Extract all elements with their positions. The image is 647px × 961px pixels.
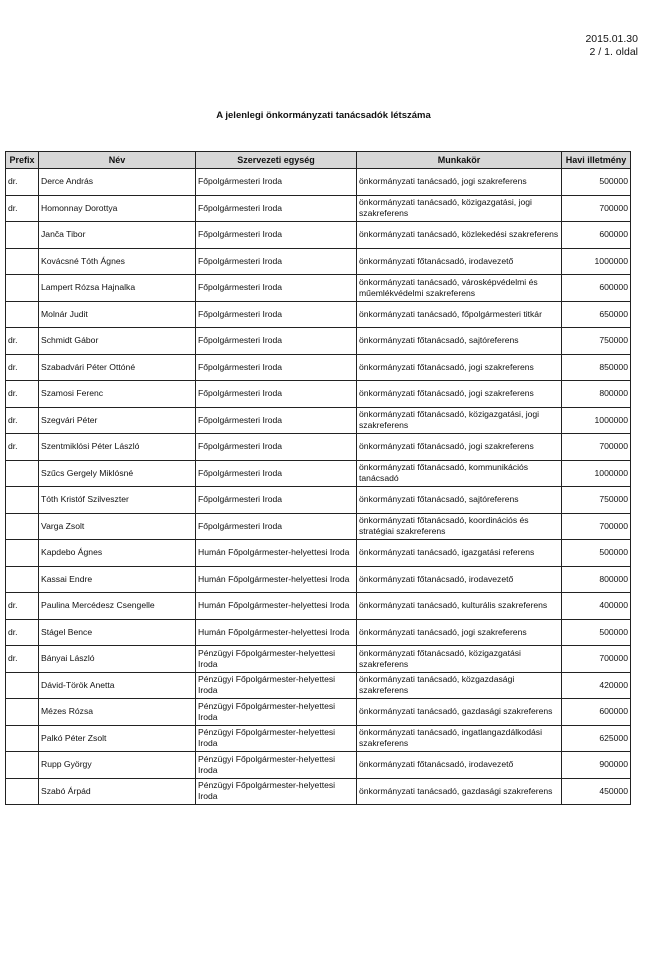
prefix-cell [6, 566, 39, 593]
salary-cell: 900000 [562, 752, 631, 779]
name-cell: Szabadvári Péter Ottóné [39, 354, 196, 381]
role-cell: önkormányzati tanácsadó, városképvédelmi és műemlékvédelmi szakreferens [357, 275, 562, 302]
name-cell: Janča Tibor [39, 222, 196, 249]
unit-cell: Főpolgármesteri Iroda [196, 407, 357, 434]
role-cell: önkormányzati tanácsadó, igazgatási referens [357, 540, 562, 567]
salary-cell: 750000 [562, 328, 631, 355]
table-row [6, 725, 631, 752]
salary-cell: 420000 [562, 672, 631, 699]
document-date: 2015.01.30 [585, 33, 638, 45]
table-row [6, 301, 631, 328]
unit-cell: Főpolgármesteri Iroda [196, 513, 357, 540]
unit-cell: Főpolgármesteri Iroda [196, 328, 357, 355]
role-cell: önkormányzati tanácsadó, jogi szakreferens [357, 169, 562, 196]
table-row [6, 646, 631, 673]
role-cell: önkormányzati főtanácsadó, sajtóreferens [357, 487, 562, 514]
name-cell: Szűcs Gergely Miklósné [39, 460, 196, 487]
name-cell: Kapdebo Ágnes [39, 540, 196, 567]
prefix-cell: dr. [6, 381, 39, 408]
name-cell: Kovácsné Tóth Ágnes [39, 248, 196, 275]
role-cell: önkormányzati tanácsadó, jogi szakreferens [357, 619, 562, 646]
unit-cell: Humán Főpolgármester-helyettesi Iroda [196, 593, 357, 620]
unit-cell: Főpolgármesteri Iroda [196, 381, 357, 408]
unit-cell: Főpolgármesteri Iroda [196, 275, 357, 302]
table-row [6, 487, 631, 514]
name-cell: Stágel Bence [39, 619, 196, 646]
salary-cell: 400000 [562, 593, 631, 620]
prefix-cell [6, 699, 39, 726]
name-cell: Tóth Kristóf Szilveszter [39, 487, 196, 514]
column-header-unit: Szervezeti egység [196, 152, 357, 169]
role-cell: önkormányzati főtanácsadó, irodavezető [357, 248, 562, 275]
prefix-cell [6, 540, 39, 567]
name-cell: Szentmiklósi Péter László [39, 434, 196, 461]
salary-cell: 700000 [562, 195, 631, 222]
role-cell: önkormányzati főtanácsadó, jogi szakreferens [357, 434, 562, 461]
table-row [6, 354, 631, 381]
salary-cell: 600000 [562, 275, 631, 302]
role-cell: önkormányzati főtanácsadó, jogi szakreferens [357, 354, 562, 381]
role-cell: önkormányzati tanácsadó, ingatlangazdálkodási szakreferens [357, 725, 562, 752]
unit-cell: Főpolgármesteri Iroda [196, 354, 357, 381]
salary-cell: 700000 [562, 513, 631, 540]
table-row [6, 672, 631, 699]
prefix-cell [6, 778, 39, 805]
advisors-table [5, 151, 631, 805]
salary-cell: 700000 [562, 434, 631, 461]
name-cell: Bányai László [39, 646, 196, 673]
prefix-cell: dr. [6, 646, 39, 673]
name-cell: Molnár Judit [39, 301, 196, 328]
table-row [6, 381, 631, 408]
table-row [6, 169, 631, 196]
table-row [6, 275, 631, 302]
prefix-cell [6, 725, 39, 752]
prefix-cell: dr. [6, 354, 39, 381]
table-row [6, 195, 631, 222]
role-cell: önkormányzati tanácsadó, közgazdasági szakreferens [357, 672, 562, 699]
table-header-row [6, 152, 631, 169]
salary-cell: 1000000 [562, 460, 631, 487]
role-cell: önkormányzati főtanácsadó, sajtóreferens [357, 328, 562, 355]
unit-cell: Pénzügyi Főpolgármester-helyettesi Iroda [196, 725, 357, 752]
unit-cell: Főpolgármesteri Iroda [196, 248, 357, 275]
page-header [585, 33, 638, 59]
column-header-name: Név [39, 152, 196, 169]
unit-cell: Humán Főpolgármester-helyettesi Iroda [196, 566, 357, 593]
salary-cell: 600000 [562, 222, 631, 249]
prefix-cell: dr. [6, 593, 39, 620]
table-row [6, 460, 631, 487]
role-cell: önkormányzati tanácsadó, gazdasági szakreferens [357, 778, 562, 805]
unit-cell: Pénzügyi Főpolgármester-helyettesi Iroda [196, 752, 357, 779]
salary-cell: 1000000 [562, 248, 631, 275]
salary-cell: 1000000 [562, 407, 631, 434]
salary-cell: 500000 [562, 619, 631, 646]
name-cell: Szamosi Ferenc [39, 381, 196, 408]
name-cell: Derce András [39, 169, 196, 196]
name-cell: Paulina Mercédesz Csengelle [39, 593, 196, 620]
unit-cell: Főpolgármesteri Iroda [196, 195, 357, 222]
prefix-cell: dr. [6, 619, 39, 646]
name-cell: Szegvári Péter [39, 407, 196, 434]
prefix-cell [6, 752, 39, 779]
salary-cell: 750000 [562, 487, 631, 514]
name-cell: Dávid-Török Anetta [39, 672, 196, 699]
role-cell: önkormányzati főtanácsadó, koordinációs és stratégiai szakreferens [357, 513, 562, 540]
salary-cell: 700000 [562, 646, 631, 673]
table-row [6, 540, 631, 567]
prefix-cell [6, 460, 39, 487]
role-cell: önkormányzati tanácsadó, gazdasági szakreferens [357, 699, 562, 726]
unit-cell: Humán Főpolgármester-helyettesi Iroda [196, 540, 357, 567]
unit-cell: Pénzügyi Főpolgármester-helyettesi Iroda [196, 778, 357, 805]
name-cell: Mézes Rózsa [39, 699, 196, 726]
role-cell: önkormányzati főtanácsadó, irodavezető [357, 566, 562, 593]
name-cell: Lampert Rózsa Hajnalka [39, 275, 196, 302]
salary-cell: 800000 [562, 566, 631, 593]
unit-cell: Pénzügyi Főpolgármester-helyettesi Iroda [196, 672, 357, 699]
prefix-cell: dr. [6, 195, 39, 222]
unit-cell: Pénzügyi Főpolgármester-helyettesi Iroda [196, 699, 357, 726]
salary-cell: 600000 [562, 699, 631, 726]
role-cell: önkormányzati tanácsadó, főpolgármesteri titkár [357, 301, 562, 328]
unit-cell: Főpolgármesteri Iroda [196, 460, 357, 487]
prefix-cell: dr. [6, 169, 39, 196]
unit-cell: Pénzügyi Főpolgármester-helyettesi Iroda [196, 646, 357, 673]
table-row [6, 407, 631, 434]
salary-cell: 500000 [562, 540, 631, 567]
salary-cell: 800000 [562, 381, 631, 408]
prefix-cell: dr. [6, 328, 39, 355]
name-cell: Kassai Endre [39, 566, 196, 593]
role-cell: önkormányzati tanácsadó, kulturális szakreferens [357, 593, 562, 620]
table-row [6, 513, 631, 540]
column-header-salary: Havi illetmény [562, 152, 631, 169]
role-cell: önkormányzati tanácsadó, közigazgatási, jogi szakreferens [357, 195, 562, 222]
column-header-prefix: Prefix [6, 152, 39, 169]
table-row [6, 593, 631, 620]
prefix-cell [6, 275, 39, 302]
salary-cell: 650000 [562, 301, 631, 328]
table-row [6, 328, 631, 355]
table-row [6, 248, 631, 275]
column-header-role: Munkakör [357, 152, 562, 169]
document-title: A jelenlegi önkormányzati tanácsadók létszáma [216, 110, 431, 121]
salary-cell: 450000 [562, 778, 631, 805]
prefix-cell [6, 222, 39, 249]
table-row [6, 434, 631, 461]
role-cell: önkormányzati főtanácsadó, irodavezető [357, 752, 562, 779]
prefix-cell [6, 248, 39, 275]
name-cell: Schmidt Gábor [39, 328, 196, 355]
unit-cell: Főpolgármesteri Iroda [196, 169, 357, 196]
role-cell: önkormányzati főtanácsadó, kommunikációs tanácsadó [357, 460, 562, 487]
salary-cell: 500000 [562, 169, 631, 196]
role-cell: önkormányzati tanácsadó, közlekedési szakreferens [357, 222, 562, 249]
table-row [6, 619, 631, 646]
prefix-cell [6, 301, 39, 328]
name-cell: Varga Zsolt [39, 513, 196, 540]
name-cell: Szabó Árpád [39, 778, 196, 805]
table-row [6, 752, 631, 779]
name-cell: Homonnay Dorottya [39, 195, 196, 222]
salary-cell: 850000 [562, 354, 631, 381]
unit-cell: Humán Főpolgármester-helyettesi Iroda [196, 619, 357, 646]
table-row [6, 222, 631, 249]
unit-cell: Főpolgármesteri Iroda [196, 301, 357, 328]
table-row [6, 699, 631, 726]
role-cell: önkormányzati főtanácsadó, jogi szakreferens [357, 381, 562, 408]
prefix-cell [6, 513, 39, 540]
role-cell: önkormányzati főtanácsadó, közigazgatási szakreferens [357, 646, 562, 673]
unit-cell: Főpolgármesteri Iroda [196, 434, 357, 461]
salary-cell: 625000 [562, 725, 631, 752]
page-number: 2 / 1. oldal [589, 46, 638, 58]
role-cell: önkormányzati főtanácsadó, közigazgatási, jogi szakreferens [357, 407, 562, 434]
name-cell: Rupp György [39, 752, 196, 779]
name-cell: Palkó Péter Zsolt [39, 725, 196, 752]
unit-cell: Főpolgármesteri Iroda [196, 222, 357, 249]
prefix-cell [6, 672, 39, 699]
prefix-cell: dr. [6, 434, 39, 461]
prefix-cell [6, 487, 39, 514]
table-row [6, 566, 631, 593]
table-row [6, 778, 631, 805]
prefix-cell: dr. [6, 407, 39, 434]
unit-cell: Főpolgármesteri Iroda [196, 487, 357, 514]
